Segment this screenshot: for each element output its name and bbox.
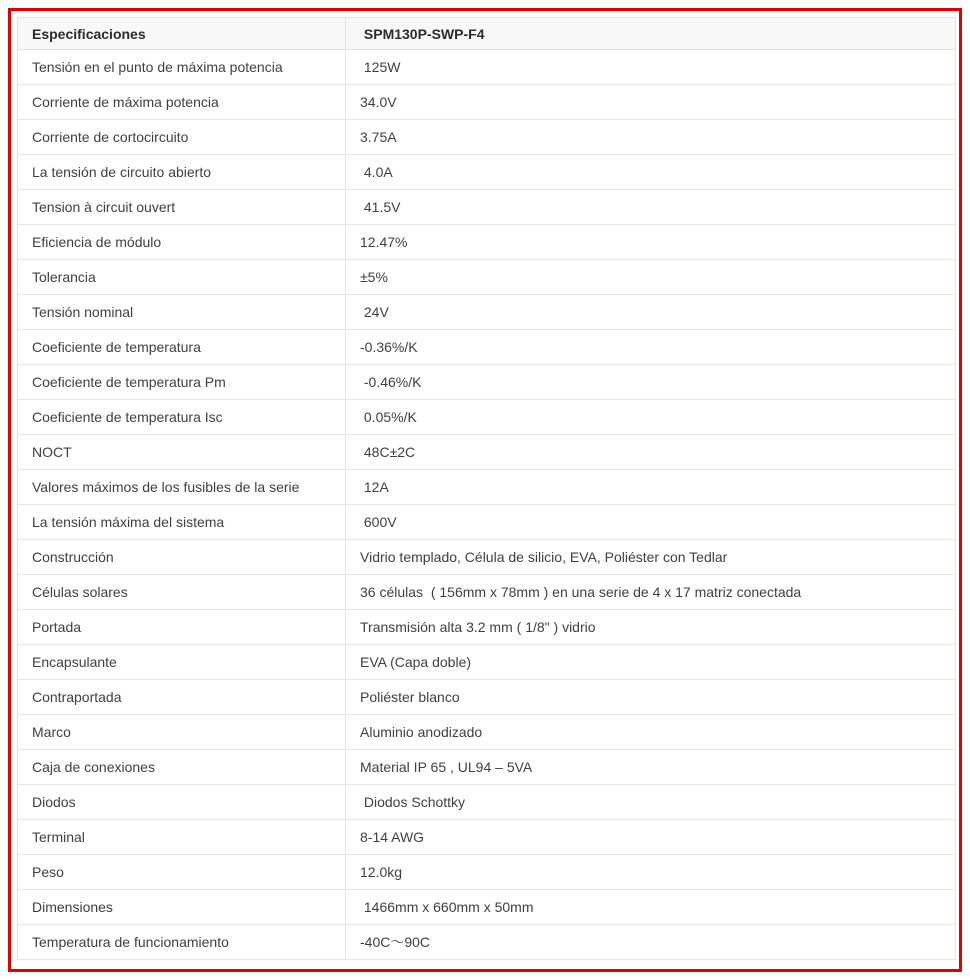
spec-label-cell: Tensión en el punto de máxima potencia [18, 50, 346, 85]
spec-label-cell: Valores máximos de los fusibles de la serie [18, 470, 346, 505]
spec-row [18, 225, 956, 260]
spec-row [18, 785, 956, 820]
spec-row [18, 890, 956, 925]
spec-value-cell: 3.75A [346, 120, 956, 155]
spec-row [18, 190, 956, 225]
spec-label-cell: Marco [18, 715, 346, 750]
spec-label-cell: Construcción [18, 540, 346, 575]
spec-label-cell: Caja de conexiones [18, 750, 346, 785]
spec-label-cell: Coeficiente de temperatura [18, 330, 346, 365]
spec-value-cell: 0.05%/K [346, 400, 956, 435]
spec-row [18, 575, 956, 610]
spec-value-cell: 48C±2C [346, 435, 956, 470]
spec-row [18, 435, 956, 470]
spec-row [18, 855, 956, 890]
spec-row [18, 120, 956, 155]
spec-label-cell: Corriente de cortocircuito [18, 120, 346, 155]
spec-label-cell: Tension à circuit ouvert [18, 190, 346, 225]
spec-value-cell: Aluminio anodizado [346, 715, 956, 750]
spec-row [18, 680, 956, 715]
spec-label-cell: Tensión nominal [18, 295, 346, 330]
model-header-cell: SPM130P-SWP-F4 [346, 18, 956, 50]
spec-value-cell: 41.5V [346, 190, 956, 225]
spec-row [18, 715, 956, 750]
spec-row [18, 330, 956, 365]
spec-value-cell: 34.0V [346, 85, 956, 120]
red-border-frame [8, 8, 962, 972]
spec-row [18, 820, 956, 855]
spec-value-cell: 8-14 AWG [346, 820, 956, 855]
spec-row [18, 365, 956, 400]
spec-value-cell: 36 células ( 156mm x 78mm ) en una serie de 4 x 17 matriz conectada [346, 575, 956, 610]
spec-table [17, 17, 956, 960]
spec-value-cell: -0.36%/K [346, 330, 956, 365]
spec-value-cell: 125W [346, 50, 956, 85]
spec-label-cell: La tensión máxima del sistema [18, 505, 346, 540]
spec-value-cell: 4.0A [346, 155, 956, 190]
spec-row [18, 470, 956, 505]
spec-value-cell: 1466mm x 660mm x 50mm [346, 890, 956, 925]
spec-label-cell: Diodos [18, 785, 346, 820]
spec-label-cell: Terminal [18, 820, 346, 855]
spec-value-cell: 12A [346, 470, 956, 505]
spec-label-cell: Coeficiente de temperatura Pm [18, 365, 346, 400]
spec-row [18, 295, 956, 330]
spec-row [18, 645, 956, 680]
spec-label-cell: Células solares [18, 575, 346, 610]
spec-label-cell: Encapsulante [18, 645, 346, 680]
table-header-row [18, 18, 956, 50]
spec-label-cell: Coeficiente de temperatura Isc [18, 400, 346, 435]
spec-row [18, 925, 956, 960]
spec-value-cell: -0.46%/K [346, 365, 956, 400]
spec-value-cell: Transmisión alta 3.2 mm ( 1/8" ) vidrio [346, 610, 956, 645]
spec-value-cell: 12.47% [346, 225, 956, 260]
spec-value-cell: -40C～90C [346, 925, 956, 960]
spec-row [18, 155, 956, 190]
spec-label-cell: Dimensiones [18, 890, 346, 925]
spec-row [18, 85, 956, 120]
spec-label-cell: Peso [18, 855, 346, 890]
spec-row [18, 610, 956, 645]
spec-row [18, 505, 956, 540]
spec-label-cell: NOCT [18, 435, 346, 470]
spec-value-cell: 24V [346, 295, 956, 330]
spec-row [18, 540, 956, 575]
spec-label-cell: La tensión de circuito abierto [18, 155, 346, 190]
spec-row [18, 50, 956, 85]
spec-row [18, 400, 956, 435]
spec-label-cell: Corriente de máxima potencia [18, 85, 346, 120]
spec-value-cell: 600V [346, 505, 956, 540]
spec-row [18, 260, 956, 295]
spec-header-cell: Especificaciones [18, 18, 346, 50]
spec-value-cell: Diodos Schottky [346, 785, 956, 820]
spec-value-cell: Vidrio templado, Célula de silicio, EVA, Poliéster con Tedlar [346, 540, 956, 575]
spec-table-body [18, 50, 956, 960]
spec-value-cell: ±5% [346, 260, 956, 295]
spec-label-cell: Contraportada [18, 680, 346, 715]
spec-value-cell: Poliéster blanco [346, 680, 956, 715]
spec-value-cell: Material IP 65 , UL94 – 5VA [346, 750, 956, 785]
spec-label-cell: Portada [18, 610, 346, 645]
spec-value-cell: EVA (Capa doble) [346, 645, 956, 680]
spec-label-cell: Temperatura de funcionamiento [18, 925, 346, 960]
spec-label-cell: Eficiencia de módulo [18, 225, 346, 260]
spec-label-cell: Tolerancia [18, 260, 346, 295]
spec-row [18, 750, 956, 785]
spec-value-cell: 12.0kg [346, 855, 956, 890]
